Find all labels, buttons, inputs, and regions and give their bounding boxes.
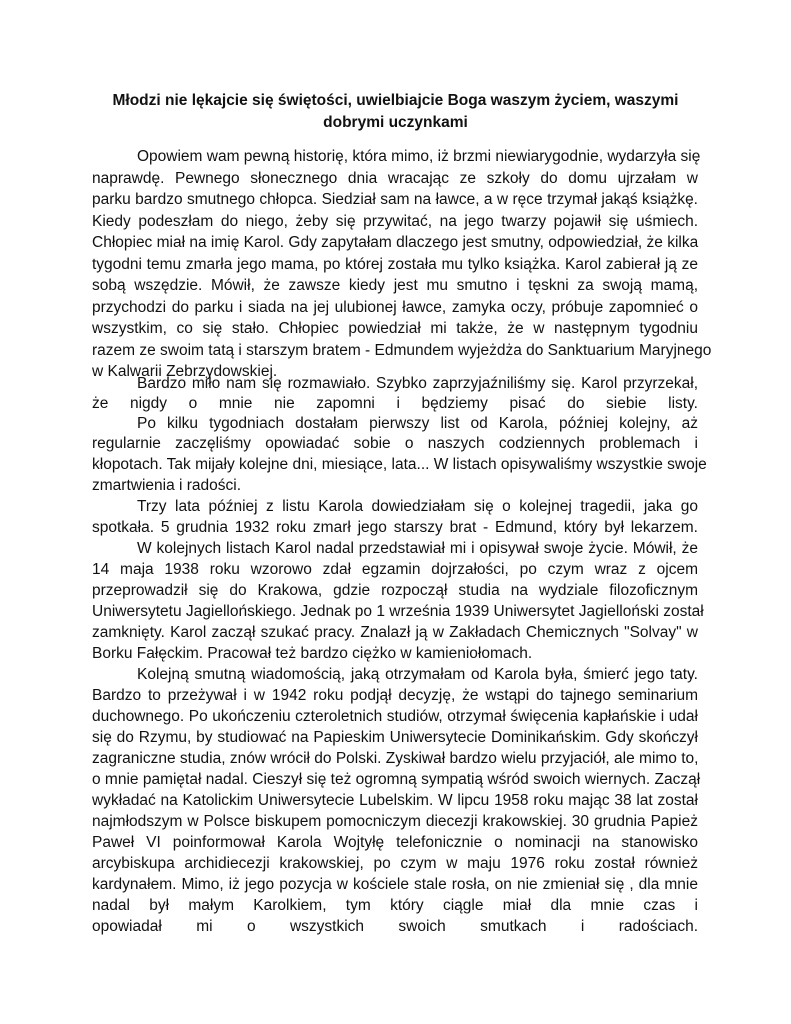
paragraph-1-line-6: tygodni temu zmarła jego mama, po której została mu tylko książka. Karol zabierał ją ze	[92, 255, 698, 273]
paragraph-1-line-3: parku bardzo smutnego chłopca. Siedział sam na ławce, a w ręce trzymał jakąś książkę.	[92, 191, 698, 208]
paragraph-1-line-2: naprawdę. Pewnego słonecznego dnia wracając ze szkoły do domu ujrzałam w	[92, 169, 698, 187]
paragraph-5-line-4: Uniwersytetu Jagiellońskiego. Jednak po 1 września 1939 Uniwersytet Jagielloński został	[92, 603, 704, 620]
title-line-2: dobrymi uczynkami	[323, 114, 468, 131]
paragraph-3-line-1: Po kilku tygodniach dostałam pierwszy list od Karola, później kolejny, aż	[137, 415, 698, 432]
paragraph-2-line-1: Bardzo miło nam się rozmawiało. Szybko zaprzyjaźniliśmy się. Karol przyrzekał,	[137, 375, 698, 392]
paragraph-1-line-10: razem ze swoim tatą i starszym bratem - Edmundem wyjeżdża do Sanktuarium Maryjnego	[92, 341, 712, 359]
paragraph-3-line-3: kłopotach. Tak mijały kolejne dni, miesiące, lata... W listach opisywaliśmy wszystkie swoje	[92, 456, 707, 473]
paragraph-2-line-2: że nigdy o mnie nie zapomni i będziemy pisać do siebie listy.	[92, 395, 698, 412]
paragraph-6-line-6: o mnie pamiętał nadal. Cieszył się też ogromną sympatią wśród swoich wiernych. Zaczął	[92, 771, 701, 788]
paragraph-1-line-8: przychodzi do parku i siada na jej ulubionej ławce, zamyka oczy, próbuje zapomnieć o	[92, 298, 698, 316]
paragraph-5-line-6: Borku Fałęckim. Pracował też bardzo ciężko w kamieniołomach.	[92, 645, 533, 662]
paragraph-6-line-3: duchownego. Po ukończeniu czteroletnich studiów, otrzymał święcenia kapłańskie i udał	[92, 708, 698, 725]
paragraph-1-line-4: Kiedy podeszłam do niego, żeby się przywitać, na jego twarzy pojawił się uśmiech.	[92, 212, 698, 230]
paragraph-4-line-1: Trzy lata później z listu Karola dowiedziałam się o kolejnej tragedii, jaka go	[137, 498, 698, 515]
paragraph-3-line-2: regularnie zaczęliśmy opowiadać sobie o naszych codziennych problemach i	[92, 435, 698, 452]
paragraph-6-line-5: zagraniczne studia, znów wrócił do Polski. Zyskiwał bardzo wielu przyjaciół, ale mimo to,	[92, 750, 699, 767]
paragraph-5-line-1: W kolejnych listach Karol nadal przedstawiał mi i opisywał swoje życie. Mówił, że	[137, 540, 698, 557]
paragraph-1-line-11: w Kalwarii Zebrzydowskiej.	[92, 363, 278, 380]
paragraph-1-line-7: sobą wszędzie. Mówił, że zawsze kiedy jest mu smutno i tęskni za swoją mamą,	[92, 277, 698, 294]
paragraph-6-line-9: Paweł VI poinformował Karola Wojtyłę telefonicznie o nominacji na stanowisko	[92, 834, 698, 851]
paragraph-6-line-10: arcybiskupa archidiecezji krakowskiej, po czym w maju 1976 roku został również	[92, 855, 698, 872]
paragraph-5-line-2: 14 maja 1938 roku wzorowo zdał egzamin dojrzałości, po czym wraz z ojcem	[92, 561, 698, 578]
paragraph-6-line-13: opowiadał mi o wszystkich swoich smutkach i radościach.	[92, 918, 698, 935]
paragraph-6-line-2: Bardzo to przeżywał i w 1942 roku podjął decyzję, że wstąpi do tajnego seminarium	[92, 687, 698, 704]
title-line-1: Młodzi nie lękajcie się świętości, uwielbiajcie Boga waszym życiem, waszymi	[112, 92, 679, 109]
paragraph-4-line-2: spotkała. 5 grudnia 1932 roku zmarł jego starszy brat - Edmund, który był lekarzem.	[92, 519, 698, 536]
document-title	[0, 90, 791, 134]
paragraph-6-line-12: nadal był małym Karolkiem, tym który ciągle miał dla mnie czas i	[92, 897, 698, 914]
paragraph-3-line-4: zmartwienia i radości.	[92, 477, 242, 494]
paragraph-6-line-8: najmłodszym w Polsce biskupem pomocniczym diecezji krakowskiej. 30 grudnia Papież	[92, 813, 698, 830]
paragraph-1-line-9: wszystkim, co się stało. Chłopiec powiedział mi także, że w następnym tygodniu	[92, 320, 698, 337]
paragraph-5-line-5: zamknięty. Karol zaczął szukać pracy. Znalazł ją w Zakładach Chemicznych "Solvay" w	[92, 624, 698, 641]
paragraph-6-line-1: Kolejną smutną wiadomością, jaką otrzymałam od Karola była, śmierć jego taty.	[137, 666, 698, 683]
paragraph-1-line-5: Chłopiec miał na imię Karol. Gdy zapytałam dlaczego jest smutny, odpowiedział, że kilka	[92, 234, 699, 251]
paragraph-6-line-11: kardynałem. Mimo, iż jego pozycja w kościele stale rosła, on nie zmieniał się , dla mnie	[92, 876, 698, 893]
paragraph-5-line-3: przeprowadził się do Krakowa, gdzie rozpoczął studia na wydziale filozoficznym	[92, 582, 698, 599]
paragraph-1-line-1: Opowiem wam pewną historię, która mimo, iż brzmi niewiarygodnie, wydarzyła się	[137, 148, 701, 165]
paragraph-6-line-4: się do Rzymu, by studiować na Papieskim Uniwersytecie Dominikańskim. Gdy skończył	[92, 729, 698, 746]
paragraph-6-line-7: wykładać na Katolickim Uniwersytecie Lubelskim. W lipcu 1958 roku mając 38 lat został	[92, 792, 698, 809]
